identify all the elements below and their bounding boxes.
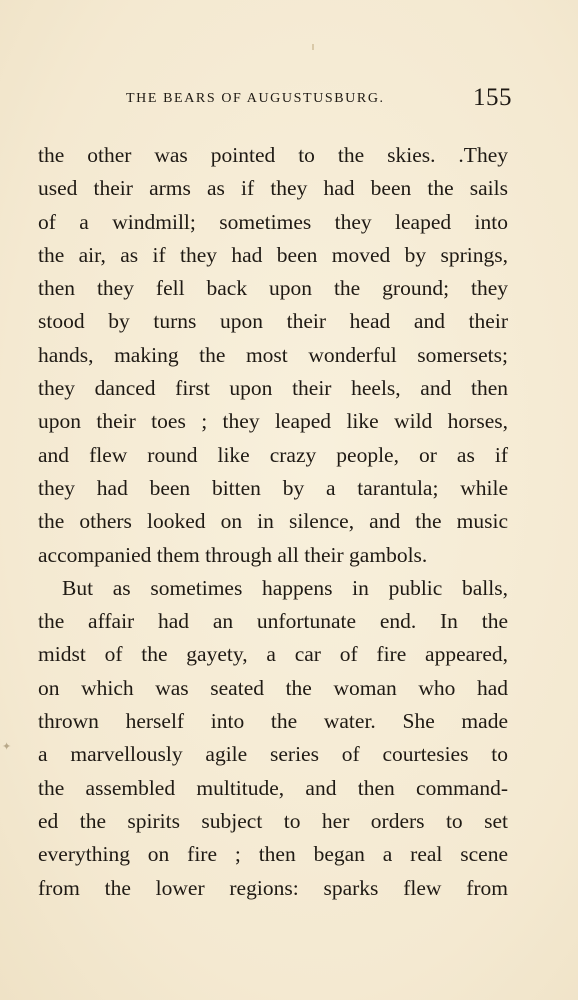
text-line: the air, as if they had been moved by springs, [38, 242, 508, 267]
paper-mark [312, 44, 314, 50]
text-line: But as sometimes happens in public balls, [62, 575, 508, 600]
text-line: hands, making the most wonderful somersets; [38, 342, 508, 367]
running-title: THE BEARS OF AUGUSTUSBURG. [126, 91, 385, 106]
text-line: accompanied them through all their gambols. [38, 542, 428, 567]
text-line: they danced first upon their heels, and then [38, 376, 508, 401]
running-head [38, 86, 512, 114]
text-line: the assembled multitude, and then command- [38, 775, 508, 800]
text-line: used their arms as if they had been the sails [38, 176, 508, 201]
text-line: stood by turns upon their head and their [38, 309, 508, 334]
page-number: 155 [473, 84, 512, 111]
text-line: upon their toes ; they leaped like wild horses, [38, 409, 508, 434]
text-line: thrown herself into the water. She made [38, 709, 508, 734]
text-line: on which was seated the woman who had [38, 675, 508, 700]
margin-speck: ✦ [2, 741, 12, 753]
text-line: and flew round like crazy people, or as if [38, 442, 508, 467]
text-line: the affair had an unfortunate end. In the [38, 609, 508, 634]
body-text [38, 139, 508, 905]
text-line: the others looked on in silence, and the music [38, 509, 508, 534]
text-line: then they fell back upon the ground; they [38, 276, 508, 301]
text-line: they had been bitten by a tarantula; while [38, 475, 508, 500]
text-line: from the lower regions: sparks flew from [38, 875, 508, 900]
text-line: a marvellously agile series of courtesies to [38, 742, 508, 767]
text-line: ed the spirits subject to her orders to set [38, 808, 508, 833]
text-line: everything on fire ; then began a real scene [38, 842, 508, 867]
text-line: of a windmill; sometimes they leaped into [38, 209, 508, 234]
text-line: midst of the gayety, a car of fire appeared, [38, 642, 508, 667]
text-line: the other was pointed to the skies. .They [38, 143, 508, 167]
